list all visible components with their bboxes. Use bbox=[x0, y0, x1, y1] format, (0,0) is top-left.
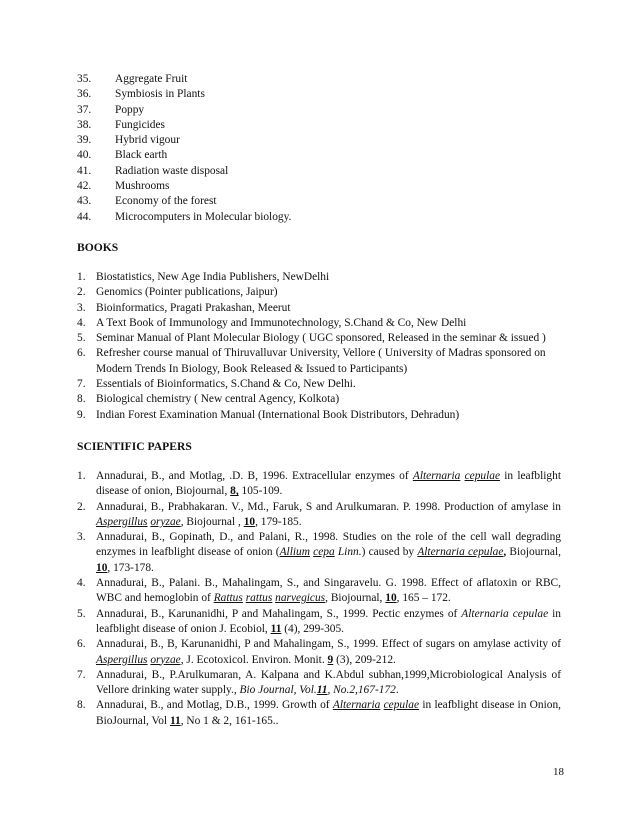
citation-fragment: , Biojournal , bbox=[180, 515, 244, 528]
citation-fragment: in leafblight disease in Onion, BioJournal, Vol bbox=[96, 699, 561, 727]
topic-item bbox=[77, 148, 557, 163]
citation-fragment: Annadurai, B., P.Arulkumaran, A. Kalpana and K.Abdul subhan,1999,Microbiological Analysis of Vellore drinking water supply., bbox=[96, 668, 561, 697]
book-text: A Text Book of Immunology and Immunotechnology, S.Chand & Co, New Delhi bbox=[96, 316, 467, 329]
citation-fragment: Annadurai, B., Palani. B., Mahalingam, S., and Singaravelu. G. 1998. Effect of aflatoxin or RBC, WBC and hemoglobin of bbox=[96, 577, 561, 605]
paper-citation bbox=[96, 470, 561, 497]
citation-fragment: 11 bbox=[270, 622, 282, 635]
topic-number: 40. bbox=[77, 149, 92, 162]
books-heading: BOOKS bbox=[77, 241, 119, 254]
topic-number: 43. bbox=[77, 195, 92, 208]
citation-fragment: Annadurai, B., Gopinath, D., and Palani, R., 1998. Studies on the role of the cell wall degrading enzymes in leafblight disease of onion ( bbox=[96, 531, 561, 559]
topic-item bbox=[77, 164, 557, 179]
books-list bbox=[77, 270, 561, 423]
papers-list bbox=[77, 469, 561, 729]
book-number: 6. bbox=[77, 347, 86, 360]
citation-fragment: Alternaria cepulae bbox=[461, 607, 549, 620]
book-item bbox=[77, 285, 561, 300]
citation-fragment: 10 bbox=[96, 561, 108, 574]
paper-citation bbox=[96, 638, 561, 665]
book-text: Indian Forest Examination Manual (International Book Distributors, Dehradun) bbox=[96, 408, 460, 421]
topic-text: Aggregate Fruit bbox=[115, 73, 188, 85]
citation-fragment: , 179-185. bbox=[255, 515, 302, 528]
topic-text: Fungicides bbox=[115, 118, 165, 131]
book-item bbox=[77, 316, 561, 331]
book-item bbox=[77, 301, 561, 316]
book-item bbox=[77, 377, 561, 392]
citation-fragment: Aspergillus bbox=[96, 515, 148, 528]
topic-item bbox=[77, 133, 557, 148]
book-number: 4. bbox=[77, 316, 86, 329]
book-text: Genomics (Pointer publications, Jaipur) bbox=[96, 286, 278, 299]
book-item bbox=[77, 392, 561, 407]
book-number: 9. bbox=[77, 408, 86, 421]
topic-text: Symbiosis in Plants bbox=[115, 88, 205, 101]
citation-fragment: oryzae, bbox=[150, 653, 184, 666]
citation-fragment: 8, bbox=[230, 485, 239, 498]
citation-fragment: narvegicus bbox=[275, 592, 326, 605]
paper-citation bbox=[96, 531, 561, 574]
topic-text: Microcomputers in Molecular biology. bbox=[115, 210, 292, 223]
topic-number: 39. bbox=[77, 134, 92, 147]
topic-list bbox=[77, 72, 557, 225]
citation-fragment: , No.2,167-172 bbox=[327, 684, 396, 697]
topic-number: 36. bbox=[77, 88, 92, 101]
citation-fragment: . bbox=[395, 684, 399, 697]
book-number: 2. bbox=[77, 286, 86, 299]
paper-citation bbox=[96, 669, 561, 696]
topic-number: 42. bbox=[77, 180, 92, 193]
topic-item bbox=[77, 118, 557, 133]
citation-fragment: , No 1 & 2, 161-165.. bbox=[180, 714, 279, 727]
citation-fragment: 10 bbox=[385, 592, 397, 605]
paper-item bbox=[77, 500, 561, 531]
citation-fragment: Bio Journal, Vol. bbox=[239, 684, 317, 697]
paper-item bbox=[77, 698, 561, 729]
book-item bbox=[77, 331, 561, 346]
citation-fragment: J. Ecotoxicol. Environ. Monit. bbox=[183, 653, 328, 666]
book-item bbox=[77, 408, 561, 423]
book-number: 7. bbox=[77, 378, 86, 391]
paper-number: 4. bbox=[77, 577, 86, 590]
topic-number: 44. bbox=[77, 210, 92, 223]
book-text-line: Modern Trends In Biology, Book Released & Issued to Participants) bbox=[96, 362, 408, 375]
paper-citation bbox=[96, 608, 561, 635]
citation-fragment: Annadurai, B., and Motlag, .D. B, 1996. Extracellular enzymes of bbox=[96, 470, 413, 482]
citation-fragment: cepulae bbox=[383, 699, 420, 712]
citation-fragment: Annadurai, B., Prabhakaran. V., Md., Faruk, S and Arulkumaran. P. 1998. Production of amylase in bbox=[96, 500, 561, 513]
paper-number: 5. bbox=[77, 607, 86, 620]
book-number: 3. bbox=[77, 301, 86, 314]
paper-number: 2. bbox=[77, 500, 86, 513]
paper-number: 3. bbox=[77, 531, 86, 544]
citation-fragment: Alternaria bbox=[332, 699, 381, 712]
citation-fragment: (3), 209-212. bbox=[333, 653, 396, 666]
paper-number: 8. bbox=[77, 699, 86, 712]
paper-item bbox=[77, 469, 561, 500]
topic-text: Hybrid vigour bbox=[115, 134, 180, 147]
citation-fragment: ) caused by bbox=[361, 546, 418, 559]
citation-fragment: Biojournal, bbox=[506, 546, 561, 559]
book-number: 5. bbox=[77, 332, 86, 345]
topic-item bbox=[77, 210, 557, 225]
citation-fragment: 10 bbox=[243, 515, 256, 528]
citation-fragment: , bbox=[503, 546, 507, 559]
scientific-papers-heading: SCIENTIFIC PAPERS bbox=[77, 440, 192, 453]
topic-number: 41. bbox=[77, 164, 92, 177]
topic-text: Poppy bbox=[115, 103, 145, 116]
book-text: Bioinformatics, Pragati Prakashan, Meerut bbox=[96, 301, 291, 314]
paper-citation bbox=[96, 699, 561, 726]
citation-fragment: Annadurai, B., B, Karunanidhi, P and Mahalingam, S., 1999. Effect of sugars on amylase activity of bbox=[96, 638, 561, 651]
topic-item bbox=[77, 194, 557, 209]
topic-text: Mushrooms bbox=[115, 180, 170, 193]
citation-fragment: Linn. bbox=[337, 546, 362, 559]
topic-number: 37. bbox=[77, 103, 92, 116]
paper-item bbox=[77, 607, 561, 638]
citation-fragment: cepulae bbox=[464, 470, 501, 482]
paper-number: 1. bbox=[77, 470, 86, 482]
citation-fragment: 11 bbox=[169, 714, 181, 727]
topic-item bbox=[77, 87, 557, 102]
citation-fragment: 9 bbox=[327, 653, 334, 666]
topic-item bbox=[77, 103, 557, 118]
topic-item bbox=[77, 179, 557, 194]
citation-fragment: Allium bbox=[279, 546, 310, 559]
citation-fragment: 105-109. bbox=[238, 485, 283, 498]
book-text: Essentials of Bioinformatics, S.Chand & Co, New Delhi. bbox=[96, 378, 356, 391]
book-number: 1. bbox=[77, 271, 86, 283]
citation-fragment: , 165 – 172. bbox=[396, 592, 451, 605]
citation-fragment: Aspergillus bbox=[96, 653, 148, 666]
citation-fragment: Alternaria cepulae bbox=[417, 546, 504, 559]
citation-fragment: rattus bbox=[245, 592, 273, 605]
topic-text: Radiation waste disposal bbox=[115, 164, 229, 177]
book-text: Biological chemistry ( New central Agency, Kolkota) bbox=[96, 393, 340, 406]
citation-fragment: in leafblight disease of onion, Biojournal, bbox=[96, 470, 561, 498]
paper-number: 6. bbox=[77, 638, 86, 651]
citation-fragment: Rattus bbox=[213, 592, 243, 605]
topic-text: Black earth bbox=[115, 149, 168, 162]
topic-number: 35. bbox=[77, 73, 92, 85]
paper-citation bbox=[96, 577, 561, 604]
paper-item bbox=[77, 530, 561, 576]
citation-fragment: Annadurai, B., Karunanidhi, P and Mahalingam, S., 1999. Pectic enzymes of bbox=[96, 607, 462, 620]
paper-item bbox=[77, 668, 561, 699]
book-text-line: Refresher course manual of Thiruvalluvar University, Vellore ( University of Madras sponsored on bbox=[96, 347, 546, 360]
book-number: 8. bbox=[77, 393, 86, 406]
topic-number: 38. bbox=[77, 118, 92, 131]
citation-fragment: oryzae bbox=[150, 515, 181, 528]
paper-item bbox=[77, 576, 561, 607]
topic-text: Economy of the forest bbox=[115, 195, 217, 208]
citation-fragment: Annadurai, B., and Motlag, D.B., 1999. Growth of bbox=[96, 699, 333, 712]
book-text: Biostatistics, New Age India Publishers, NewDelhi bbox=[96, 271, 330, 283]
citation-fragment: in leafblight disease of onion J. Ecobiol, bbox=[96, 607, 561, 635]
citation-fragment: Alternaria bbox=[412, 470, 461, 482]
citation-fragment: , 173-178. bbox=[107, 561, 154, 574]
citation-fragment: (4), 299-305. bbox=[281, 622, 345, 635]
citation-fragment: , Biojournal, bbox=[325, 592, 386, 605]
paper-citation bbox=[96, 501, 561, 528]
paper-item bbox=[77, 637, 561, 668]
book-item bbox=[77, 270, 561, 285]
citation-fragment: cepa bbox=[313, 546, 335, 559]
paper-number: 7. bbox=[77, 668, 86, 681]
page-number: 18 bbox=[553, 766, 564, 778]
citation-fragment: 11 bbox=[316, 684, 328, 697]
topic-item bbox=[77, 72, 557, 87]
book-text: Seminar Manual of Plant Molecular Biology ( UGC sponsored, Released in the seminar & issued ) bbox=[96, 332, 546, 345]
book-item bbox=[77, 346, 561, 377]
